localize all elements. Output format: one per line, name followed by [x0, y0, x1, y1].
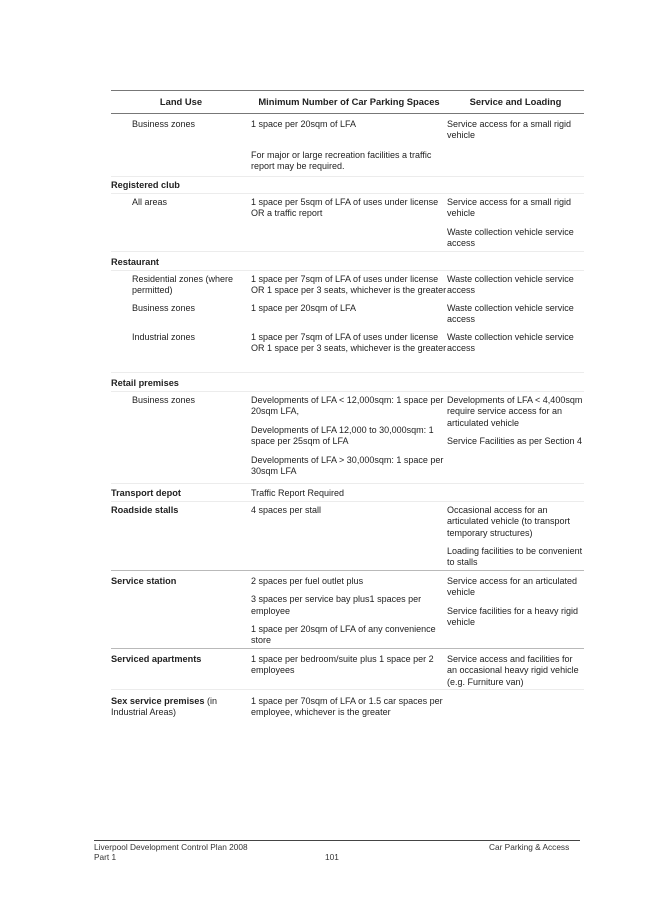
- land-use-title: Service station: [111, 570, 251, 648]
- table-row: [111, 501, 584, 570]
- min-parking-cell: 1 space per bedroom/suite plus 1 space per 2 employees: [251, 648, 447, 689]
- land-use-title: Roadside stalls: [111, 501, 251, 570]
- service-cell: Service access and facilities for an occasional heavy rigid vehicle (e.g. Furniture van): [447, 648, 584, 689]
- land-use-title: Registered club: [111, 176, 251, 193]
- footer-section-title: Car Parking & Access: [489, 842, 570, 852]
- min-parking-cell: Developments of LFA 12,000 to 30,000sqm: 1 space per 25sqm of LFA: [251, 424, 434, 447]
- min-parking-cell: Developments of LFA > 30,000sqm: 1 space per 30sqm LFA: [251, 454, 444, 476]
- service-cell: Occasional access for an articulated vehicle (to transport temporary structures): [447, 504, 571, 538]
- land-use-cell: All areas: [111, 194, 251, 252]
- section-row-restaurant: [111, 251, 584, 270]
- service-cell: Service access for a small rigid vehicle: [447, 197, 572, 219]
- service-cell: Service access for an articulated vehicle: [447, 575, 578, 598]
- min-parking-cell: 1 space per 7sqm of LFA of uses under license OR 1 space per 3 seats, whichever is the greater: [251, 274, 447, 296]
- min-parking-cell: 3 spaces per service bay plus1 spaces per employee: [251, 594, 422, 616]
- table-row: [111, 194, 584, 252]
- service-cell: Loading facilities to be convenient to stalls: [447, 545, 583, 568]
- land-use-cell: Residential zones (where permitted): [132, 274, 234, 296]
- land-use-cell: Business zones: [132, 119, 196, 129]
- table-row: [111, 570, 584, 648]
- table-row: [111, 690, 584, 719]
- min-parking-cell: 1 space per 70sqm of LFA or 1.5 car spaces per employee, whichever is the greater: [251, 696, 443, 718]
- table-row: [111, 484, 584, 501]
- header-service-loading: Service and Loading: [447, 91, 584, 114]
- section-row-registered-club: [111, 176, 584, 193]
- table-header-row: [111, 91, 584, 114]
- footer-part: Part 1: [94, 852, 117, 862]
- min-parking-cell: 2 spaces per fuel outlet plus: [251, 575, 364, 586]
- service-cell: Service facilities for a heavy rigid vehicle: [447, 605, 579, 627]
- table-row: [111, 391, 584, 483]
- land-use-cell: Business zones: [111, 391, 251, 483]
- service-cell: Service Facilities as per Section 4: [447, 436, 583, 447]
- service-cell: Waste collection vehicle service access: [447, 326, 584, 372]
- service-cell: Service access for a small rigid vehicle: [447, 119, 572, 141]
- land-use-cell: Business zones: [132, 302, 196, 313]
- parking-requirements-table: [111, 90, 584, 719]
- service-cell: Waste collection vehicle service access: [447, 302, 574, 325]
- land-use-qualifier: (in Industrial Areas): [111, 696, 217, 718]
- table-row: [111, 297, 584, 326]
- land-use-cell: [111, 690, 251, 719]
- min-parking-cell: 1 space per 7sqm of LFA of uses under license OR 1 space per 3 seats, whichever is the greater: [251, 326, 447, 372]
- land-use-cell: Industrial zones: [111, 326, 251, 372]
- land-use-title: Retail premises: [111, 372, 251, 391]
- service-cell: Waste collection vehicle service access: [447, 226, 574, 249]
- table-row: [111, 648, 584, 689]
- land-use-title: Sex service premises: [111, 696, 205, 707]
- table-row: [111, 114, 584, 142]
- service-cell: Waste collection vehicle service access: [447, 274, 574, 296]
- header-min-parking: Minimum Number of Car Parking Spaces: [251, 91, 447, 114]
- table-row: [111, 271, 584, 297]
- min-parking-cell: Developments of LFA < 12,000sqm: 1 space per 20sqm LFA,: [251, 394, 444, 417]
- land-use-title: Transport depot: [111, 484, 251, 501]
- footer-page-number: 101: [325, 852, 339, 862]
- min-parking-cell: 1 space per 20sqm of LFA of any convenience store: [251, 624, 436, 646]
- service-cell: Developments of LFA < 4,400sqm require service access for an articulated vehicle: [447, 394, 583, 428]
- table-row: [111, 326, 584, 372]
- footer-divider: [94, 840, 580, 841]
- header-land-use: Land Use: [111, 91, 251, 114]
- min-parking-cell: 1 space per 20sqm of LFA: [251, 302, 357, 313]
- min-parking-cell: 4 spaces per stall: [251, 501, 447, 570]
- land-use-title: Restaurant: [111, 251, 251, 270]
- land-use-title: Serviced apartments: [111, 648, 251, 689]
- min-parking-cell: 1 space per 20sqm of LFA: [251, 119, 357, 129]
- recreation-note: For major or large recreation facilities a traffic report may be required.: [251, 142, 447, 176]
- min-parking-cell: Traffic Report Required: [251, 484, 447, 501]
- table-row: [111, 142, 584, 176]
- section-row-retail: [111, 372, 584, 391]
- footer-doc-title: Liverpool Development Control Plan 2008: [94, 842, 248, 852]
- min-parking-cell: 1 space per 5sqm of LFA of uses under license OR a traffic report: [251, 194, 447, 252]
